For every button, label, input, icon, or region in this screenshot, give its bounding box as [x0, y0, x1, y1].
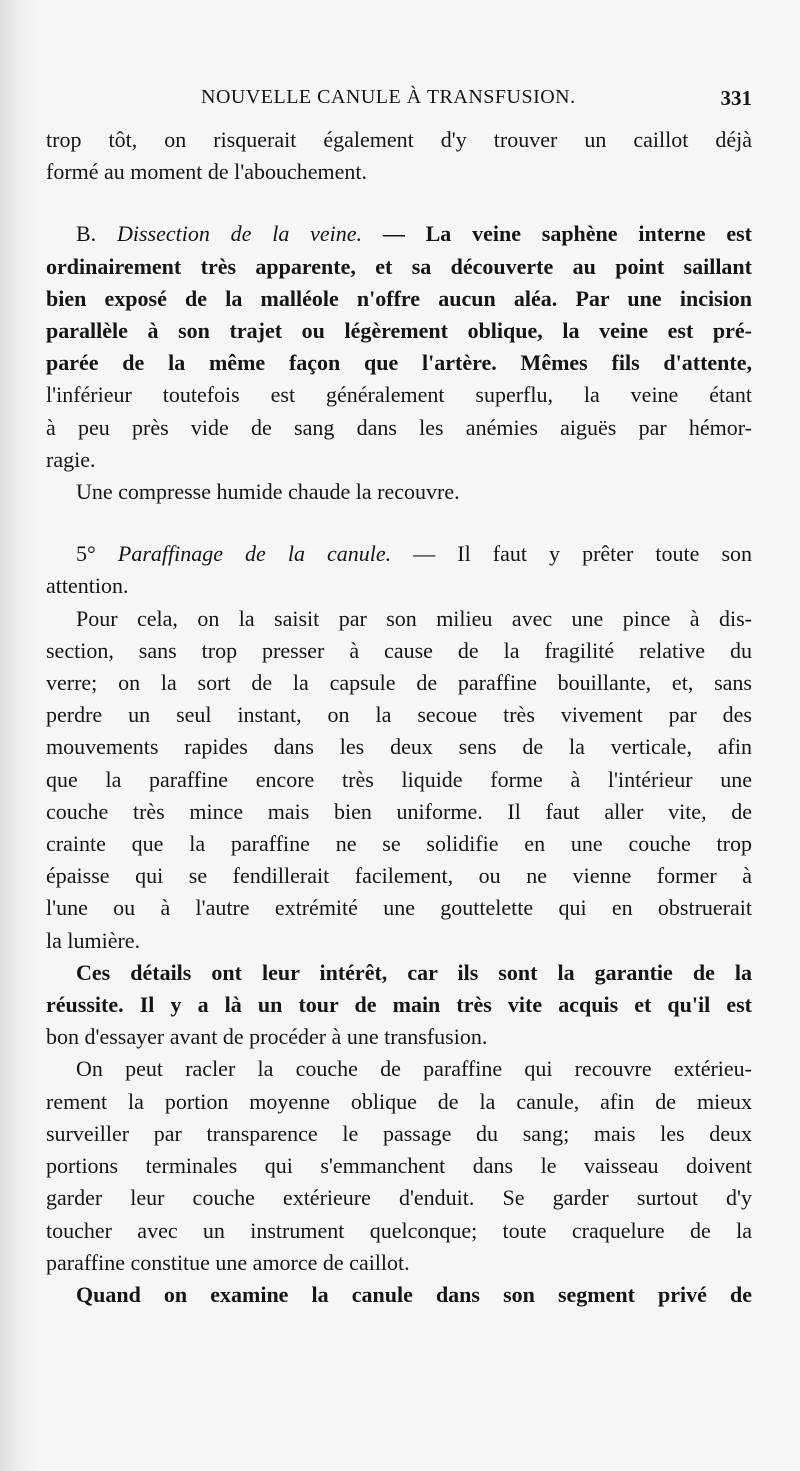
text-line: mouvements rapides dans les deux sens de la verticale, afin: [46, 734, 752, 760]
text-line: couche très mince mais bien uniforme. Il faut aller vite, de: [46, 798, 752, 824]
text-line: ordinairement très apparente, et sa découverte au point saillant: [46, 253, 752, 279]
running-head: NOUVELLE CANULE À TRANSFUSION.: [201, 86, 576, 108]
page-body: [46, 124, 752, 1311]
text-line: rement la portion moyenne oblique de la canule, afin de mieux: [46, 1088, 752, 1114]
text-line: la lumière.: [46, 927, 141, 953]
text-line: l'inférieur toutefois est généralement superflu, la veine étant: [46, 382, 752, 408]
section-heading-line: [46, 218, 752, 250]
text-line: l'une ou à l'autre extrémité une gouttelette qui en obstruerait: [46, 895, 752, 921]
text-line: Une compresse humide chaude la recouvre.: [76, 479, 460, 505]
text-line: On peut racler la couche de paraffine qui recouvre extérieu-: [76, 1056, 752, 1082]
text-line: verre; on la sort de la capsule de paraffine bouillante, et, sans: [46, 670, 752, 696]
page-header: [46, 86, 752, 116]
page-number: 331: [720, 86, 752, 110]
text-line: crainte que la paraffine ne se solidifie en une couche trop: [46, 831, 752, 857]
text-line: à peu près vide de sang dans les anémies aiguës par hémor-: [46, 414, 752, 440]
text-line: parée de la même façon que l'artère. Mêmes fils d'attente,: [46, 350, 752, 376]
text-line: ragie.: [46, 446, 96, 472]
text-line: Quand on examine la canule dans son segment privé de: [76, 1281, 752, 1307]
paragraph: [46, 476, 752, 508]
paragraph-continuation: [46, 124, 752, 188]
section-title: Dissection de la veine.: [116, 221, 363, 247]
section-heading-rest: — La veine saphène interne est: [382, 221, 752, 247]
section-title: Paraffinage de la canule.: [117, 541, 392, 567]
section-heading-line: [46, 538, 752, 570]
text-line: Pour cela, on la saisit par son milieu avec une pince à dis-: [76, 605, 752, 631]
text-line: parallèle à son trajet ou légèrement oblique, la veine est pré-: [46, 318, 752, 344]
text-line: garder leur couche extérieure d'enduit. Se garder surtout d'y: [46, 1185, 752, 1211]
text-line: réussite. Il y a là un tour de main très vite acquis et qu'il est: [46, 992, 752, 1018]
text-line: toucher avec un instrument quelconque; toute craquelure de la: [46, 1217, 752, 1243]
section-gap: [46, 188, 752, 218]
text-line: Ces détails ont leur intérêt, car ils sont la garantie de la: [76, 959, 752, 985]
text-line: trop tôt, on risquerait également d'y trouver un caillot déjà: [46, 127, 752, 152]
section-label: B.: [76, 221, 97, 247]
section-paraffinage: [46, 538, 752, 602]
paragraph: [46, 957, 752, 1054]
paragraph: [46, 1279, 752, 1311]
paragraph: [46, 1053, 752, 1278]
text-line: bien exposé de la malléole n'offre aucun aléa. Par une incision: [46, 285, 752, 311]
text-line: perdre un seul instant, on la secoue très vivement par des: [46, 702, 752, 728]
text-line: bon d'essayer avant de procéder à une transfusion.: [46, 1024, 488, 1050]
section-gap: [46, 508, 752, 538]
text-line: que la paraffine encore très liquide forme à l'intérieur une: [46, 766, 752, 792]
section-dissection-veine: [46, 218, 752, 476]
text-line: surveiller par transparence le passage du sang; mais les deux: [46, 1120, 752, 1146]
text-line: formé au moment de l'abouchement.: [46, 159, 368, 185]
text-line: paraffine constitue une amorce de caillot.: [46, 1249, 410, 1275]
section-label: 5°: [76, 541, 96, 567]
text-line: épaisse qui se fendillerait facilement, ou ne vienne former à: [46, 863, 752, 889]
text-line: attention.: [46, 573, 129, 599]
text-line: portions terminales qui s'emmanchent dans le vaisseau doivent: [46, 1153, 752, 1179]
section-heading-rest: — Il faut y prêter toute son: [413, 541, 753, 567]
paragraph: [46, 603, 752, 957]
text-line: section, sans trop presser à cause de la fragilité relative du: [46, 637, 752, 663]
